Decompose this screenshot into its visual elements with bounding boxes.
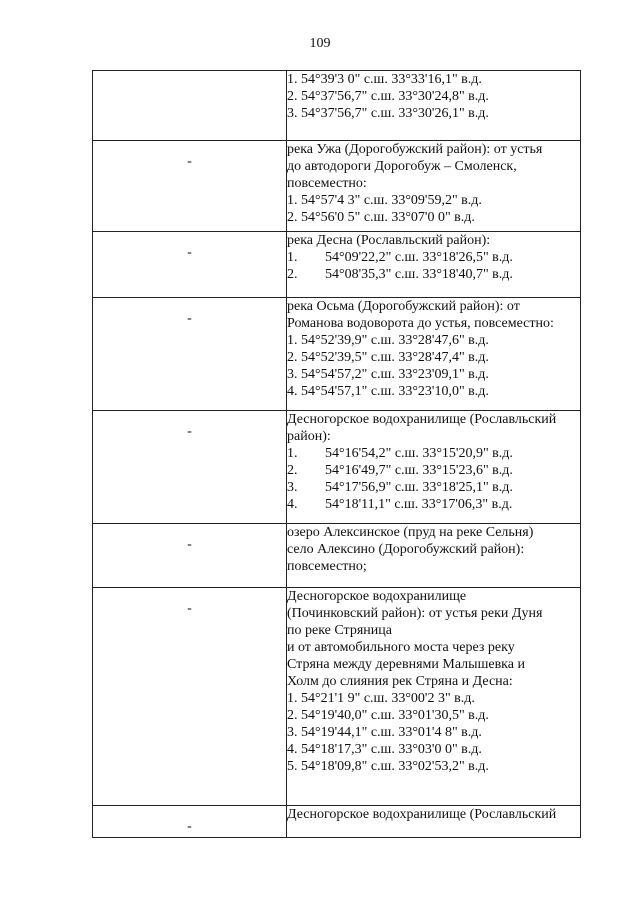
- description-line: 2. 54°37'56,7" с.ш. 33°30'24,8" в.д.: [287, 89, 489, 104]
- row-marker-cell: [93, 141, 287, 232]
- row-description-cell: [287, 806, 581, 838]
- regulation-table: [92, 70, 581, 838]
- coordinate-text: 54°18'11,1" с.ш. 33°17'06,3" в.д.: [325, 497, 513, 512]
- description-line: повсеместно:: [287, 176, 367, 191]
- row-description-cell: [287, 141, 581, 232]
- description-line: 4. 54°54'57,1" с.ш. 33°23'10,0" в.д.: [287, 384, 489, 399]
- table-row: [93, 411, 581, 524]
- row-marker-cell: [93, 411, 287, 524]
- coordinate-number: 3.: [287, 480, 298, 495]
- coordinate-item: [287, 462, 580, 479]
- description-line: 2. 54°52'39,5" с.ш. 33°28'47,4" в.д.: [287, 350, 489, 365]
- description-line: 1. 54°39'3 0" с.ш. 33°33'16,1" в.д.: [287, 72, 482, 87]
- description-line: 3. 54°54'57,2" с.ш. 33°23'09,1" в.д.: [287, 367, 489, 382]
- description-line: 4. 54°18'17,3" с.ш. 33°03'0 0" в.д.: [287, 742, 482, 757]
- description-line: (Починковский район): от устья реки Дуня: [287, 606, 543, 621]
- row-description-cell: [287, 232, 581, 298]
- table-row: [93, 588, 581, 806]
- description-line: и от автомобильного моста через реку: [287, 640, 515, 655]
- table-row: [93, 71, 581, 141]
- description-line: 1. 54°21'1 9" с.ш. 33°00'2 3" в.д.: [287, 691, 475, 706]
- description-line: 2. 54°19'40,0" с.ш. 33°01'30,5" в.д.: [287, 708, 489, 723]
- row-marker: -: [187, 245, 192, 260]
- description-line: Холм до слияния рек Стряна и Десна:: [287, 674, 513, 689]
- description-line: Десногорское водохранилище (Рославльский: [287, 807, 557, 822]
- description-line: по реке Стряница: [287, 623, 392, 638]
- description-line: 1. 54°57'4 3" с.ш. 33°09'59,2" в.д.: [287, 193, 482, 208]
- description-line: Романова водоворота до устья, повсеместно:: [287, 316, 554, 331]
- row-marker: -: [187, 424, 192, 439]
- row-marker-cell: [93, 588, 287, 806]
- coordinate-item: [287, 479, 580, 496]
- coordinate-item: [287, 496, 580, 513]
- description-line: 3. 54°37'56,7" с.ш. 33°30'26,1" в.д.: [287, 106, 489, 121]
- table-row: [93, 141, 581, 232]
- coordinate-item: [287, 445, 580, 462]
- row-marker: -: [187, 601, 192, 616]
- coordinate-item: [287, 266, 580, 283]
- description-line: река Ужа (Дорогобужский район): от устья: [287, 142, 543, 157]
- description-line: 5. 54°18'09,8" с.ш. 33°02'53,2" в.д.: [287, 759, 489, 774]
- table-row: [93, 524, 581, 588]
- description-line: Десногорское водохранилище (Рославльский: [287, 412, 557, 427]
- description-line: до автодороги Дорогобуж – Смоленск,: [287, 159, 517, 174]
- description-line: повсеместно;: [287, 559, 367, 574]
- coordinate-number: 1.: [287, 446, 298, 461]
- row-description-cell: [287, 298, 581, 411]
- coordinate-text: 54°08'35,3" с.ш. 33°18'40,7" в.д.: [325, 267, 513, 282]
- coordinate-text: 54°17'56,9" с.ш. 33°18'25,1" в.д.: [325, 480, 513, 495]
- row-marker: -: [187, 537, 192, 552]
- coordinate-number: 2.: [287, 267, 298, 282]
- coordinate-text: 54°16'49,7" с.ш. 33°15'23,6" в.д.: [325, 463, 513, 478]
- row-description-cell: [287, 524, 581, 588]
- description-line: озеро Алексинское (пруд на реке Сельня): [287, 525, 534, 540]
- row-description-cell: [287, 411, 581, 524]
- table-body: [93, 71, 581, 838]
- description-line: река Десна (Рославльский район):: [287, 233, 491, 248]
- row-marker-cell: [93, 71, 287, 141]
- description-line: Стряна между деревнями Малышевка и: [287, 657, 525, 672]
- row-marker: -: [187, 154, 192, 169]
- row-description-cell: [287, 71, 581, 141]
- description-line: 1. 54°52'39,9" с.ш. 33°28'47,6" в.д.: [287, 333, 489, 348]
- description-line: район):: [287, 429, 331, 444]
- table-row: [93, 806, 581, 838]
- coordinate-text: 54°16'54,2" с.ш. 33°15'20,9" в.д.: [325, 446, 513, 461]
- table-row: [93, 232, 581, 298]
- description-line: 2. 54°56'0 5" с.ш. 33°07'0 0" в.д.: [287, 210, 475, 225]
- page-number: 109: [309, 36, 331, 51]
- description-line: река Осьма (Дорогобужский район): от: [287, 299, 520, 314]
- coordinate-number: 1.: [287, 250, 298, 265]
- table-row: [93, 298, 581, 411]
- row-marker-cell: [93, 524, 287, 588]
- row-marker-cell: [93, 806, 287, 838]
- description-line: село Алексино (Дорогобужский район):: [287, 542, 525, 557]
- coordinate-number: 2.: [287, 463, 298, 478]
- description-line: 3. 54°19'44,1" с.ш. 33°01'4 8" в.д.: [287, 725, 482, 740]
- description-line: Десногорское водохранилище: [287, 589, 467, 604]
- row-marker-cell: [93, 232, 287, 298]
- coordinate-number: 4.: [287, 497, 298, 512]
- coordinate-text: 54°09'22,2" с.ш. 33°18'26,5" в.д.: [325, 250, 513, 265]
- row-marker: -: [187, 311, 192, 326]
- row-description-cell: [287, 588, 581, 806]
- coordinate-item: [287, 249, 580, 266]
- row-marker-cell: [93, 298, 287, 411]
- row-marker: -: [187, 819, 192, 834]
